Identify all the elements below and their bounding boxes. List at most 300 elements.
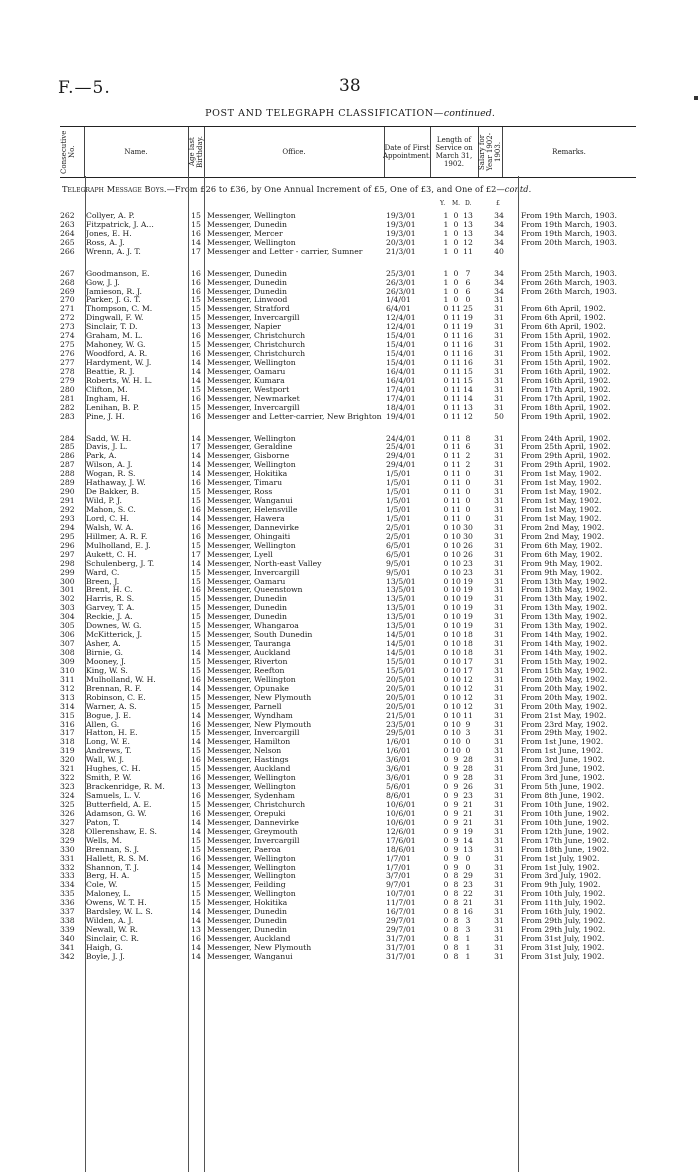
cell-years: 0 (443, 585, 449, 595)
cell-remarks: From 6th May, 1902. (521, 549, 603, 559)
cell-number: 297 (60, 549, 75, 559)
cell-salary: 31 (494, 773, 504, 783)
cell-date: 20/3/01 (386, 237, 416, 247)
cell-years: 0 (443, 549, 449, 559)
cell-years: 0 (443, 782, 449, 792)
cell-office: Messenger, Wellington (207, 540, 296, 550)
cell-salary: 31 (494, 737, 504, 747)
cell-age: 16 (191, 934, 201, 944)
cell-years: 0 (443, 773, 449, 783)
cell-days: 12 (463, 701, 473, 711)
cell-months: 10 (451, 630, 461, 640)
cell-days: 21 (463, 799, 473, 809)
cell-office: Messenger, Dunedin (207, 219, 287, 229)
cell-date: 9/5/01 (386, 558, 411, 568)
cell-age: 15 (191, 621, 201, 631)
cell-office: Messenger, Westport (207, 384, 290, 394)
cell-office: Messenger, Wellington (207, 358, 296, 368)
cell-days: 21 (463, 817, 473, 827)
cell-remarks: From 26th March, 1903. (521, 277, 617, 287)
cell-number: 317 (60, 728, 75, 738)
cell-remarks: From 19th March, 1903. (521, 228, 617, 238)
cell-date: 13/5/01 (386, 621, 416, 631)
cell-years: 0 (443, 925, 449, 935)
cell-name: Brennan, S. J. (86, 845, 140, 854)
cell-age: 16 (191, 349, 201, 359)
cell-remarks: From 1st July, 1902. (521, 862, 600, 872)
cell-years: 0 (443, 366, 449, 376)
cell-days: 16 (463, 907, 473, 917)
cell-years: 0 (443, 451, 449, 461)
cell-remarks: From 13th May, 1902. (521, 603, 608, 613)
cell-date: 1/5/01 (386, 487, 411, 497)
cell-months: 10 (451, 531, 461, 541)
cell-remarks: From 10th June, 1902. (521, 799, 610, 809)
page-number: 38 (339, 76, 361, 96)
cell-days: 21 (463, 808, 473, 818)
cell-months: 11 (451, 375, 461, 385)
cell-number: 301 (60, 585, 75, 595)
cell-office: Messenger, North-east Valley (207, 558, 322, 568)
cell-months: 11 (451, 349, 461, 359)
cell-salary: 31 (494, 531, 504, 541)
cell-date: 16/4/01 (386, 375, 416, 385)
cell-years: 0 (443, 871, 449, 881)
cell-office: Messenger, Geraldine (207, 442, 293, 452)
cell-remarks: From 1st May, 1902. (521, 496, 602, 506)
cell-date: 31/7/01 (386, 951, 416, 961)
cell-name: Wrenn, A. J. T. (86, 247, 141, 256)
cell-number: 280 (60, 384, 75, 394)
cell-number: 339 (60, 925, 75, 935)
cell-name: Bardsley, W. L. S. (86, 908, 153, 917)
cell-days: 19 (463, 322, 473, 332)
cell-salary: 31 (494, 567, 504, 577)
cell-days: 28 (463, 764, 473, 774)
cell-number: 315 (60, 710, 75, 720)
cell-age: 15 (191, 496, 201, 506)
cell-office: Messenger, Christchurch (207, 340, 306, 350)
cell-years: 0 (443, 487, 449, 497)
cell-years: 0 (443, 522, 449, 532)
cell-name: Wogan, R. S. (86, 470, 136, 479)
cell-months: 0 (453, 286, 459, 296)
cell-number: 298 (60, 558, 75, 568)
cell-days: 12 (463, 692, 473, 702)
cell-remarks: From 1st May, 1902. (521, 478, 602, 488)
cell-salary: 31 (494, 594, 504, 604)
cell-years: 0 (443, 630, 449, 640)
cell-age: 16 (191, 674, 201, 684)
cell-years: 1 (443, 277, 449, 287)
cell-date: 20/5/01 (386, 701, 416, 711)
cell-months: 11 (451, 487, 461, 497)
cell-name: Andrews, T. (86, 747, 132, 756)
cell-days: 16 (463, 340, 473, 350)
cell-salary: 34 (494, 268, 504, 278)
cell-salary: 34 (494, 286, 504, 296)
cell-days: 28 (463, 773, 473, 783)
cell-remarks: From 31st July, 1902. (521, 942, 605, 952)
cell-salary: 31 (494, 871, 504, 881)
cell-days: 12 (463, 683, 473, 693)
cell-office: Messenger, Riverton (207, 656, 288, 666)
cell-age: 14 (191, 513, 201, 523)
cell-age: 15 (191, 211, 201, 220)
cell-name: Newall, W. R. (86, 926, 138, 935)
cell-name: Smith, P. W. (86, 774, 132, 783)
cell-name: Schulenberg, J. T. (86, 559, 155, 568)
cell-name: Paton, T. (86, 818, 120, 827)
cell-months: 11 (451, 513, 461, 523)
cell-years: 0 (443, 433, 449, 443)
cell-remarks: From 9th May, 1902. (521, 567, 603, 577)
cell-number: 277 (60, 358, 75, 368)
cell-date: 17/4/01 (386, 384, 416, 394)
cell-office: Messenger, Kumara (207, 375, 285, 385)
cell-years: 0 (443, 755, 449, 765)
cell-remarks: From 21st May, 1902. (521, 710, 607, 720)
cell-years: 0 (443, 942, 449, 952)
table-row (0, 288, 700, 297)
cell-date: 1/5/01 (386, 513, 411, 523)
cell-age: 16 (191, 478, 201, 488)
cell-name: Ollerenshaw, E. S. (86, 827, 157, 836)
cell-date: 10/6/01 (386, 808, 416, 818)
cell-date: 8/6/01 (386, 791, 411, 801)
cell-salary: 31 (494, 674, 504, 684)
cell-years: 0 (443, 358, 449, 368)
cell-months: 11 (451, 460, 461, 470)
cell-number: 265 (60, 237, 75, 247)
cell-number: 274 (60, 331, 75, 341)
cell-date: 14/5/01 (386, 648, 416, 658)
cell-office: Messenger, Hamilton (207, 737, 291, 747)
cell-months: 10 (451, 746, 461, 756)
cell-days: 2 (465, 451, 471, 461)
cell-remarks: From 20th May, 1902. (521, 674, 608, 684)
cell-months: 0 (453, 211, 459, 220)
cell-number: 294 (60, 522, 75, 532)
cell-days: 19 (463, 313, 473, 323)
cell-date: 3/6/01 (386, 764, 411, 774)
cell-age: 15 (191, 799, 201, 809)
cell-age: 16 (191, 277, 201, 287)
cell-date: 29/4/01 (386, 451, 416, 461)
cell-months: 8 (453, 880, 459, 890)
cell-number: 284 (60, 433, 75, 443)
cell-years: 0 (443, 639, 449, 649)
cell-name: Cole, W. (86, 881, 118, 890)
cell-remarks: From 18th April, 1902. (521, 402, 611, 412)
cell-name: Collyer, A. P. (86, 212, 135, 220)
cell-years: 0 (443, 469, 449, 479)
cell-number: 319 (60, 746, 75, 756)
cell-remarks: From 3rd July, 1902. (521, 871, 602, 881)
cell-remarks: From 1st June, 1902. (521, 746, 604, 756)
cell-office: Messenger, Dunedin (207, 603, 287, 613)
cell-date: 19/3/01 (386, 219, 416, 229)
cell-name: Walsh, W. A. (86, 523, 134, 532)
cell-remarks: From 14th May, 1902. (521, 630, 608, 640)
cell-remarks: From 16th April, 1902. (521, 375, 611, 385)
cell-office: Messenger, Wellington (207, 433, 296, 443)
section-title: Telegraph Message Boys. (62, 184, 167, 194)
cell-salary: 31 (494, 799, 504, 809)
cell-office: Messenger, Dunedin (207, 907, 287, 917)
cell-date: 17/4/01 (386, 393, 416, 403)
cell-days: 23 (463, 558, 473, 568)
cell-office: Messenger, Wellington (207, 889, 296, 899)
cell-months: 9 (453, 817, 459, 827)
cell-age: 16 (191, 331, 201, 341)
cell-days: 15 (463, 366, 473, 376)
cell-salary: 31 (494, 880, 504, 890)
cell-years: 0 (443, 384, 449, 394)
cell-office: Messenger, Wellington (207, 674, 296, 684)
cell-remarks: From 19th March, 1903. (521, 211, 617, 220)
cell-months: 10 (451, 558, 461, 568)
cell-days: 19 (463, 585, 473, 595)
cell-name: Wall, W. J. (86, 756, 124, 765)
cell-office: Messenger, Invercargill (207, 728, 300, 738)
cell-date: 20/5/01 (386, 683, 416, 693)
cell-salary: 31 (494, 925, 504, 935)
cell-office: Messenger, Invercargill (207, 313, 300, 323)
cell-age: 15 (191, 567, 201, 577)
cell-days: 19 (463, 576, 473, 586)
cell-months: 10 (451, 576, 461, 586)
cell-number: 331 (60, 853, 75, 863)
cell-age: 15 (191, 665, 201, 675)
cell-remarks: From 23rd May, 1902. (521, 719, 608, 729)
cell-number: 335 (60, 889, 75, 899)
cell-months: 11 (451, 366, 461, 376)
cell-name: Mooney, J. (86, 657, 126, 666)
cell-salary: 31 (494, 916, 504, 926)
cell-date: 1/5/01 (386, 469, 411, 479)
cell-date: 21/5/01 (386, 710, 416, 720)
cell-remarks: From 15th April, 1902. (521, 358, 611, 368)
cell-name: Mulholland, W. H. (86, 675, 156, 684)
cell-years: 0 (443, 612, 449, 622)
cell-salary: 31 (494, 934, 504, 944)
cell-remarks: From 17th April, 1902. (521, 393, 611, 403)
cell-months: 10 (451, 585, 461, 595)
cell-number: 285 (60, 442, 75, 452)
cell-office: Messenger, Newmarket (207, 393, 300, 403)
cell-age: 14 (191, 862, 201, 872)
cell-days: 29 (463, 871, 473, 881)
cell-salary: 31 (494, 942, 504, 952)
cell-remarks: From 2nd May, 1902. (521, 531, 605, 541)
cell-name: Hardyment, W. J. (86, 359, 152, 368)
cell-days: 26 (463, 549, 473, 559)
document-ref: F.—5. (58, 78, 111, 98)
cell-months: 8 (453, 942, 459, 952)
cell-months: 9 (453, 808, 459, 818)
cell-salary: 31 (494, 513, 504, 523)
cell-years: 0 (443, 558, 449, 568)
cell-name: Maloney, L. (86, 890, 131, 899)
cell-remarks: From 13th May, 1902. (521, 594, 608, 604)
cell-name: Sinclair, T. D. (86, 323, 138, 332)
cell-name: Pine, J. H. (86, 412, 125, 421)
cell-remarks: From 10th June, 1902. (521, 808, 610, 818)
cell-age: 15 (191, 835, 201, 845)
cell-months: 8 (453, 898, 459, 908)
cell-years: 0 (443, 567, 449, 577)
cell-years: 0 (443, 496, 449, 506)
cell-years: 0 (443, 349, 449, 359)
cell-years: 0 (443, 826, 449, 836)
cell-name: Wells, M. (86, 836, 122, 845)
cell-age: 15 (191, 612, 201, 622)
cell-salary: 31 (494, 630, 504, 640)
cell-age: 16 (191, 268, 201, 278)
header-name: Name. (124, 147, 148, 156)
cell-date: 24/4/01 (386, 433, 416, 443)
cell-days: 30 (463, 531, 473, 541)
cell-number: 342 (60, 951, 75, 961)
cell-days: 0 (465, 513, 471, 523)
cell-days: 16 (463, 331, 473, 341)
cell-days: 17 (463, 665, 473, 675)
cell-years: 0 (443, 576, 449, 586)
cell-days: 12 (463, 674, 473, 684)
cell-office: Messenger, Auckland (207, 934, 291, 944)
cell-number: 318 (60, 737, 75, 747)
cell-months: 11 (451, 402, 461, 412)
cell-years: 1 (443, 219, 449, 229)
cell-months: 9 (453, 826, 459, 836)
cell-date: 19/4/01 (386, 411, 416, 421)
cell-years: 0 (443, 889, 449, 899)
cell-years: 1 (443, 268, 449, 278)
cell-salary: 31 (494, 817, 504, 827)
header-consecutive (60, 127, 84, 177)
cell-office: Messenger, Dunedin (207, 286, 287, 296)
cell-age: 16 (191, 411, 201, 421)
cell-salary: 31 (494, 433, 504, 443)
cell-number: 309 (60, 656, 75, 666)
cell-office: Messenger, Feilding (207, 880, 286, 890)
cell-remarks: From 1st May, 1902. (521, 487, 602, 497)
cell-age: 15 (191, 889, 201, 899)
cell-salary: 34 (494, 211, 504, 220)
cell-salary: 31 (494, 522, 504, 532)
cell-office: Messenger, Auckland (207, 648, 291, 658)
cell-months: 10 (451, 549, 461, 559)
cell-number: 292 (60, 505, 75, 515)
cell-salary: 31 (494, 612, 504, 622)
cell-name: Reckie, J. A. (86, 613, 133, 622)
cell-age: 15 (191, 746, 201, 756)
cell-remarks: From 17th April, 1902. (521, 384, 611, 394)
cell-years: 0 (443, 951, 449, 961)
cell-age: 17 (191, 246, 201, 256)
cell-age: 15 (191, 871, 201, 881)
cell-date: 1/7/01 (386, 862, 411, 872)
cell-age: 14 (191, 375, 201, 385)
cell-office: Messenger, Wanganui (207, 951, 293, 961)
cell-office: Messenger, Paeroa (207, 844, 281, 854)
cell-years: 1 (443, 246, 449, 256)
cell-remarks: From 13th May, 1902. (521, 612, 608, 622)
cell-name: Long, W. E. (86, 738, 130, 747)
cell-years: 1 (443, 286, 449, 296)
cell-years: 0 (443, 505, 449, 515)
cell-name: Thompson, C. M. (86, 305, 153, 314)
cell-months: 8 (453, 951, 459, 961)
cell-years: 0 (443, 594, 449, 604)
cell-name: Jamieson, R. J. (86, 287, 142, 296)
cell-name: Wild, P. J. (86, 497, 122, 506)
cell-salary: 31 (494, 648, 504, 658)
cell-years: 0 (443, 710, 449, 720)
cell-date: 13/5/01 (386, 576, 416, 586)
cell-name: Sadd, W. H. (86, 434, 132, 443)
cell-office: Messenger, Wellington (207, 871, 296, 881)
cell-months: 11 (451, 478, 461, 488)
cell-months: 0 (453, 268, 459, 278)
cell-salary: 31 (494, 603, 504, 613)
cell-salary: 50 (494, 411, 504, 421)
cell-salary: 31 (494, 808, 504, 818)
cell-number: 276 (60, 349, 75, 359)
cell-name: Jones, E. H. (86, 229, 132, 238)
cell-months: 11 (451, 340, 461, 350)
cell-years: 0 (443, 393, 449, 403)
cell-number: 281 (60, 393, 75, 403)
cell-name: McKitterick, J. (86, 631, 143, 640)
cell-months: 8 (453, 889, 459, 899)
cell-name: Brackenridge, R. M. (86, 783, 165, 792)
cell-remarks: From 13th May, 1902. (521, 621, 608, 631)
cell-office: Messenger, Wellington (207, 773, 296, 783)
cell-office: Messenger, Sydenham (207, 791, 295, 801)
cell-name: Lord, C. H. (86, 514, 129, 523)
cell-number: 322 (60, 773, 75, 783)
cell-remarks: From 6th May, 1902. (521, 540, 603, 550)
cell-name: Brent, H. C. (86, 586, 133, 595)
cell-office: Messenger, Invercargill (207, 835, 300, 845)
cell-years: 0 (443, 665, 449, 675)
cell-name: Davis, J. L. (86, 443, 128, 452)
cell-office: Messenger, Dannevirke (207, 817, 299, 827)
cell-office: Messenger, Opunake (207, 683, 289, 693)
cell-days: 21 (463, 898, 473, 908)
cell-salary: 31 (494, 349, 504, 359)
table-header (60, 126, 636, 178)
cell-name: Mahon, S. C. (86, 506, 136, 515)
cell-name: Goodmanson, E. (86, 269, 150, 278)
cell-days: 9 (465, 719, 471, 729)
cell-office: Messenger, Auckland (207, 764, 291, 774)
cell-salary: 31 (494, 621, 504, 631)
cell-months: 11 (451, 384, 461, 394)
cell-age: 15 (191, 701, 201, 711)
cell-months: 9 (453, 799, 459, 809)
cell-number: 313 (60, 692, 75, 702)
cell-office: Messenger, Gisborne (207, 451, 290, 461)
cell-months: 9 (453, 764, 459, 774)
cell-number: 310 (60, 665, 75, 675)
cell-date: 1/4/01 (386, 295, 411, 305)
cell-years: 0 (443, 916, 449, 926)
cell-name: Butterfield, A. E. (86, 800, 152, 809)
cell-days: 1 (465, 951, 471, 961)
